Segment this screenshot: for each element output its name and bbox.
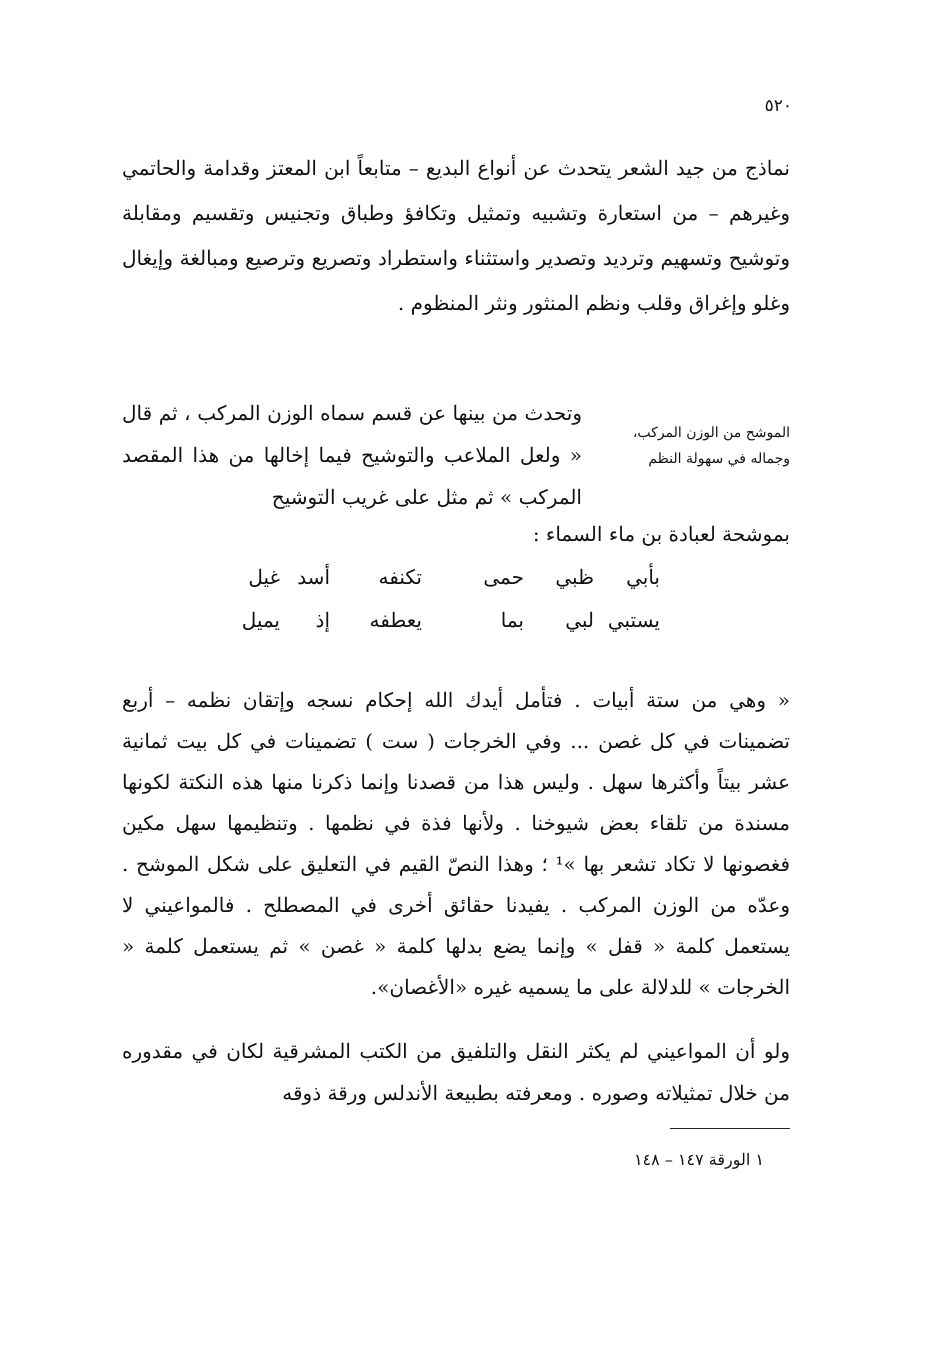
verse-word: بما [500, 608, 524, 632]
paragraph-3: « وهي من ستة أبيات . فتأمل أيدك الله إحكام نسجه وإتقان نظمه – أربع تضمينات في كل غصن ... وفي الخرجات ( ست ) تضمينات في كل بيت ثمانية عشر بيتاً وأكثرها سهل . وليس هذا من قصدنا وإنما ذكرنا منها هذه النكتة لكونها مسندة من تلقاء بعض شيوخنا . ولأنها فذة في نظمها . وتنظيمها سهل مكين فغصونها لا تكاد تشعر بها »¹ ؛ وهذا النصّ القيم في التعليق على شكل الموشح . وعدّه من الوزن المركب . يفيدنا حقائق أخرى في المصطلح . فالمواعيني لا يستعمل كلمة « قفل » وإنما يضع بدلها كلمة « غصن » ثم يستعمل كلمة « الخرجات » للدلالة على ما يسميه غيره «الأغصان». [122, 688, 791, 999]
footnote: ١ الورقة ١٤٧ – ١٤٨ [633, 1150, 764, 1169]
verse-word: إذ [315, 608, 330, 632]
page-number: ٥٢٠ [764, 96, 792, 116]
verse-word: حمى [483, 565, 524, 589]
margin-note: الموشح من الوزن المركب، وجماله في سهولة النظم [632, 425, 790, 467]
verse-word: لبي [565, 608, 594, 632]
paragraph-1: نماذج من جيد الشعر يتحدث عن أنواع البديع – متابعاً ابن المعتز وقدامة والحاتمي وغيرهم – من استعارة وتشبيه وتمثيل وتكافؤ وطباق وتجنيس وتقسيم ومقابلة وتوشيح وتسهيم وترديد وتصدير واستثناء واستطراد وتصريع وترصيع ومبالغة وإيغال وغلو وإغراق وقلب ونظم المنثور ونثر المنظوم . [122, 156, 791, 315]
paragraph-2: وتحدث من بينها عن قسم سماه الوزن المركب ، ثم قال « ولعل الملاعب والتوشيح فيما إخالها من هذا المقصد المركب » ثم مثل على غريب التوشيح [122, 401, 582, 509]
verse-word: بأبي [626, 565, 660, 589]
verse-word: يعطفه [369, 608, 422, 632]
verse-line-2 [236, 608, 660, 644]
verse-word: أسد [297, 565, 330, 589]
paragraph-2-continuation: بموشحة لعبادة بن ماء السماء : [532, 522, 790, 546]
verse-word: يستبي [607, 608, 660, 632]
verse-word: يميل [241, 608, 280, 632]
verse-word: غيل [248, 565, 280, 589]
verse-word: ظبي [555, 565, 594, 589]
verse-word: تكنفه [378, 565, 422, 589]
verse-line-1 [236, 565, 660, 601]
paragraph-4: ولو أن المواعيني لم يكثر النقل والتلفيق من الكتب المشرقية لكان في مقدوره من خلال تمثيلاته وصوره . ومعرفته بطبيعة الأندلس ورقة ذوقه [122, 1039, 790, 1105]
footnote-divider [670, 1128, 790, 1129]
